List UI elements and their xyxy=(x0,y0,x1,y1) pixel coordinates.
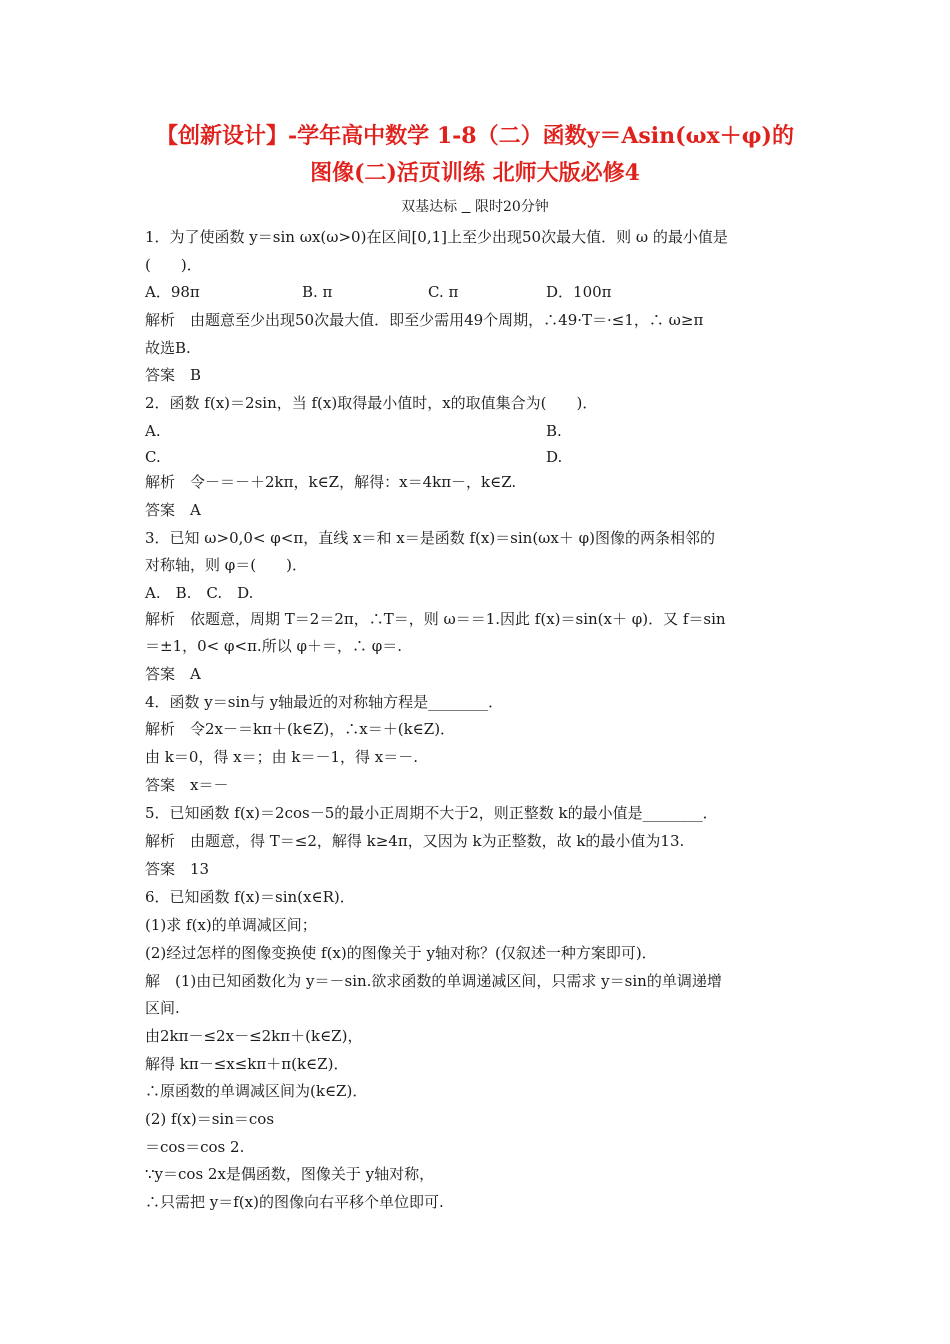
q6-solution: 解 (1)由已知函数化为 y＝－sin.欲求函数的单调递减区间，只需求 y＝sin的单调递增 xyxy=(145,972,722,990)
q2-option-a: A. xyxy=(145,422,161,440)
q3-analysis: 解析 依题意，周期 T＝2＝2π，∴T＝，则 ω＝＝1.因此 f(x)＝sin(x＋ φ)．又 f＝sin xyxy=(145,610,726,628)
q6-stem: 6．已知函数 f(x)＝sin(x∈R)． xyxy=(145,888,355,906)
q1-stem: 1．为了使函数 y＝sin ωx(ω>0)在区间[0,1]上至少出现50次最大值．则 ω 的最小值是 xyxy=(145,228,728,246)
doc-subtitle xyxy=(0,197,950,217)
q6-step-2: 解得 kπ－≤x≤kπ＋π(k∈Z)． xyxy=(145,1055,349,1073)
q1-option-c: C. π xyxy=(428,283,459,301)
q5-analysis: 解析 由题意，得 T＝≤2，解得 k≥4π，又因为 k为正整数，故 k的最小值为13. xyxy=(145,832,685,850)
q6-step-1: 由2kπ－≤2x－≤2kπ＋(k∈Z)， xyxy=(145,1027,363,1045)
q4-analysis-cont: 由 k＝0，得 x＝；由 k＝－1，得 x＝－. xyxy=(145,748,419,766)
q1-analysis: 解析 由题意至少出现50次最大值．即至少需用49个周期，∴49·T＝·≤1，∴ ω≥π xyxy=(145,311,704,329)
q4-stem: 4．函数 y＝sin与 y轴最近的对称轴方程是________． xyxy=(145,693,504,711)
q1-option-d: D．100π xyxy=(546,283,612,301)
q6-step-6: ∵y＝cos 2x是偶函数，图像关于 y轴对称， xyxy=(145,1165,435,1183)
q6-part-1: (1)求 f(x)的单调减区间； xyxy=(145,916,317,934)
q3-stem: 3．已知 ω>0,0< φ<π，直线 x＝和 x＝是函数 f(x)＝sin(ωx＋ φ)图像的两条相邻的 xyxy=(145,529,715,547)
q6-part-2: (2)经过怎样的图像变换使 f(x)的图像关于 y轴对称？(仅叙述一种方案即可)． xyxy=(145,944,657,962)
q3-analysis-cont: ＝±1，0< φ<π.所以 φ＋＝，∴ φ＝. xyxy=(145,637,403,655)
subtitle-section: 双基达标 xyxy=(401,199,458,215)
q2-analysis: 解析 令－＝－＋2kπ，k∈Z，解得：x＝4kπ－，k∈Z. xyxy=(145,473,517,491)
q1-analysis-cont: 故选B. xyxy=(145,339,191,357)
q6-step-3: ∴原函数的单调减区间为(k∈Z)． xyxy=(145,1082,368,1100)
q5-stem: 5．已知函数 f(x)＝2cos－5的最小正周期不大于2，则正整数 k的最小值是________． xyxy=(145,804,718,822)
q3-stem-cont: 对称轴，则 φ＝( )． xyxy=(145,556,307,574)
doc-title-line-2: 图像(二)活页训练 北师大版必修4 xyxy=(310,160,640,186)
subtitle-time-limit: 限时20分钟 xyxy=(474,199,549,215)
q1-answer: 答案 B xyxy=(145,366,202,384)
q6-step-5: ＝cos＝cos 2. xyxy=(145,1138,245,1156)
q5-answer: 答案 13 xyxy=(145,860,210,878)
q3-options: A. B. C. D. xyxy=(145,584,254,602)
q2-option-c: C. xyxy=(145,448,161,466)
q1-paren: ( )． xyxy=(145,256,202,274)
q6-step-4: (2) f(x)＝sin＝cos xyxy=(145,1110,275,1128)
q4-answer: 答案 x＝－ xyxy=(145,776,229,794)
q2-stem: 2．函数 f(x)＝2sin，当 f(x)取得最小值时，x的取值集合为( )． xyxy=(145,394,598,412)
q6-solution-cont: 区间. xyxy=(145,999,180,1017)
q2-option-b: B. xyxy=(546,422,562,440)
q6-step-7: ∴只需把 y＝f(x)的图像向右平移个单位即可. xyxy=(145,1193,444,1211)
q2-answer: 答案 A xyxy=(145,501,201,519)
doc-title-line-1: 【创新设计】-学年高中数学 1-8（二）函数y＝Asin(ωx＋φ)的 xyxy=(156,123,794,149)
q1-option-a: A．98π xyxy=(145,283,200,301)
q3-answer: 答案 A xyxy=(145,665,201,683)
q1-option-b: B. π xyxy=(302,283,333,301)
q2-option-d: D. xyxy=(546,448,563,466)
subtitle-gap xyxy=(462,199,471,215)
q4-analysis: 解析 令2x－＝kπ＋(k∈Z)，∴x＝＋(k∈Z)． xyxy=(145,720,456,738)
